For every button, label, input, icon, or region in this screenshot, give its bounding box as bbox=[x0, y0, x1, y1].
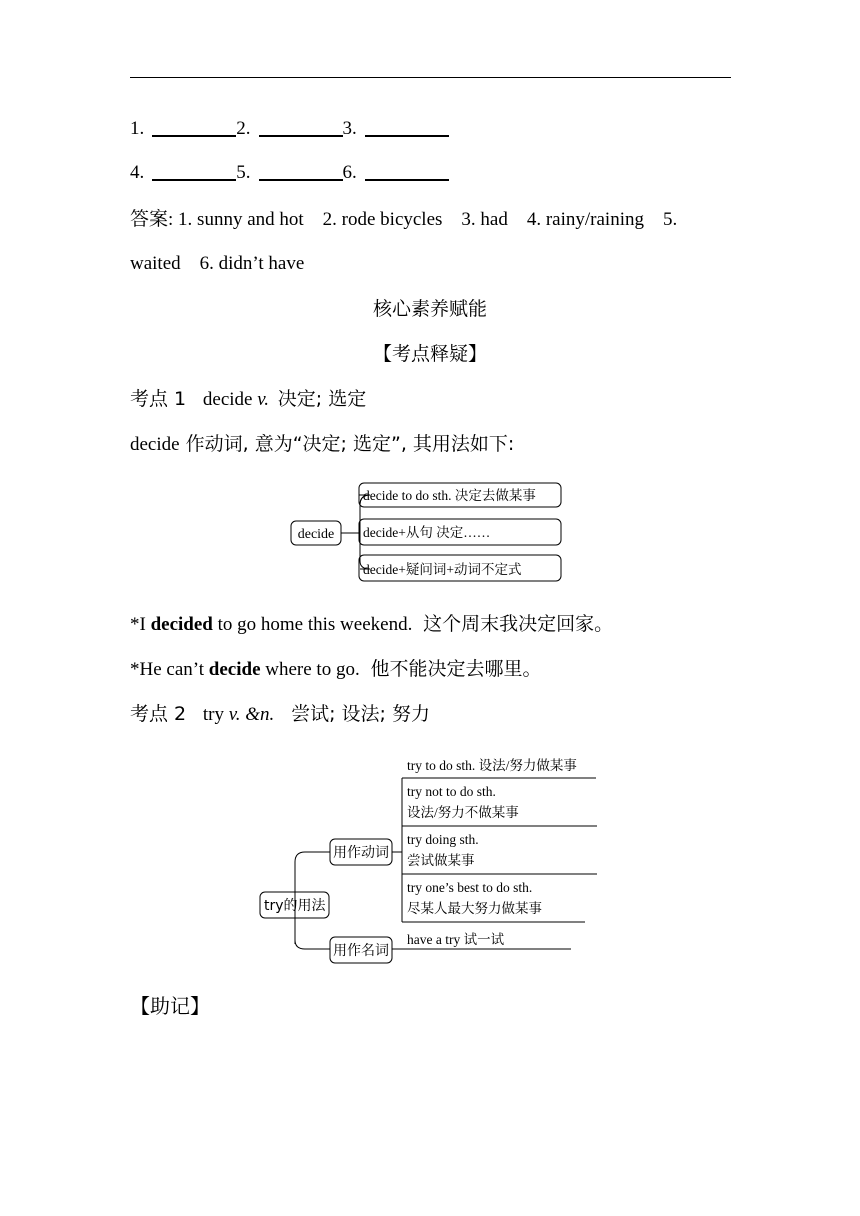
decide-usage-diagram bbox=[285, 478, 575, 588]
example-translation: 他不能决定去哪里。 bbox=[370, 658, 542, 680]
diagram-branch-label: decide+从句 决定…… bbox=[363, 525, 491, 540]
diagram-noun-label: 用作名词 bbox=[333, 944, 389, 959]
point-label: 考点 2 bbox=[130, 703, 187, 725]
diagram-root-label: try的用法 bbox=[264, 898, 326, 914]
diagram-usage-label: try one’s best to do sth. bbox=[407, 880, 533, 895]
answer-line-1 bbox=[130, 207, 731, 232]
diagram-usage-label: try doing sth. bbox=[407, 832, 479, 847]
diagram-branch-label: decide+疑问词+动词不定式 bbox=[363, 562, 522, 577]
point-meaning: 决定; 选定 bbox=[277, 388, 367, 410]
diagram-usage-label: try to do sth. 设法/努力做某事 bbox=[407, 758, 577, 773]
blank-line bbox=[259, 117, 343, 137]
blank-number: 1. bbox=[130, 118, 145, 139]
top-rule bbox=[130, 77, 731, 78]
point-word: decide bbox=[202, 389, 253, 410]
example-text: *He can’t bbox=[130, 659, 209, 680]
blank-number: 4. bbox=[130, 162, 145, 183]
example-sentence-2 bbox=[130, 657, 541, 682]
diagram-usage-label: try not to do sth. bbox=[407, 784, 496, 799]
diagram-usage-translation: 尝试做某事 bbox=[407, 853, 475, 868]
try-usage-diagram bbox=[255, 750, 605, 970]
example-sentence-1 bbox=[130, 612, 613, 637]
point2-heading bbox=[130, 702, 430, 727]
blank-line bbox=[259, 161, 343, 181]
diagram-verb-label: 用作动词 bbox=[333, 846, 389, 861]
point-word: try bbox=[202, 704, 224, 725]
answer-line-2: waited 6. didn’t have bbox=[130, 253, 305, 274]
diagram-usage-translation: 尽某人最大努力做某事 bbox=[407, 901, 542, 916]
blank-row-1 bbox=[130, 117, 449, 141]
blank-line bbox=[365, 161, 449, 181]
example-keyword: decide bbox=[208, 659, 261, 680]
blank-line bbox=[365, 117, 449, 137]
desc-text: 作动词, 意为“决定; 选定”, 其用法如下: bbox=[179, 433, 515, 455]
point1-heading bbox=[130, 387, 366, 412]
blank-number: 6. bbox=[342, 162, 357, 183]
blank-line bbox=[152, 117, 236, 137]
section-title: 核心素养赋能 bbox=[372, 298, 487, 320]
diagram-usage-label: have a try 试一试 bbox=[407, 932, 505, 947]
point-pos: v. bbox=[257, 389, 269, 410]
blank-line bbox=[152, 161, 236, 181]
answer-label: 答案 bbox=[130, 208, 169, 230]
point1-description bbox=[130, 432, 514, 457]
example-keyword: decided bbox=[150, 614, 213, 635]
example-text: where to go. bbox=[260, 659, 360, 680]
diagram-root-label: decide bbox=[297, 527, 335, 542]
blank-row-2 bbox=[130, 161, 449, 185]
example-translation: 这个周末我决定回家。 bbox=[423, 613, 614, 635]
example-text: to go home this weekend. bbox=[212, 614, 413, 635]
subsection-title: 【考点释疑】 bbox=[372, 343, 487, 365]
blank-number: 5. bbox=[236, 162, 251, 183]
diagram-usage-translation: 设法/努力不做某事 bbox=[407, 805, 519, 820]
diagram-branch-label: decide to do sth. 决定去做某事 bbox=[363, 488, 536, 503]
point-label: 考点 1 bbox=[130, 388, 187, 410]
blank-number: 3. bbox=[342, 118, 357, 139]
point-meaning: 尝试; 设法; 努力 bbox=[291, 703, 430, 725]
point-pos: v. &n. bbox=[228, 704, 275, 725]
memory-title: 【助记】 bbox=[130, 994, 210, 1018]
example-text: *I bbox=[130, 614, 151, 635]
blank-number: 2. bbox=[236, 118, 251, 139]
answer-text: : 1. sunny and hot 2. rode bicycles 3. had 4. rainy/raining 5. bbox=[168, 209, 678, 230]
desc-word: decide bbox=[130, 434, 180, 455]
